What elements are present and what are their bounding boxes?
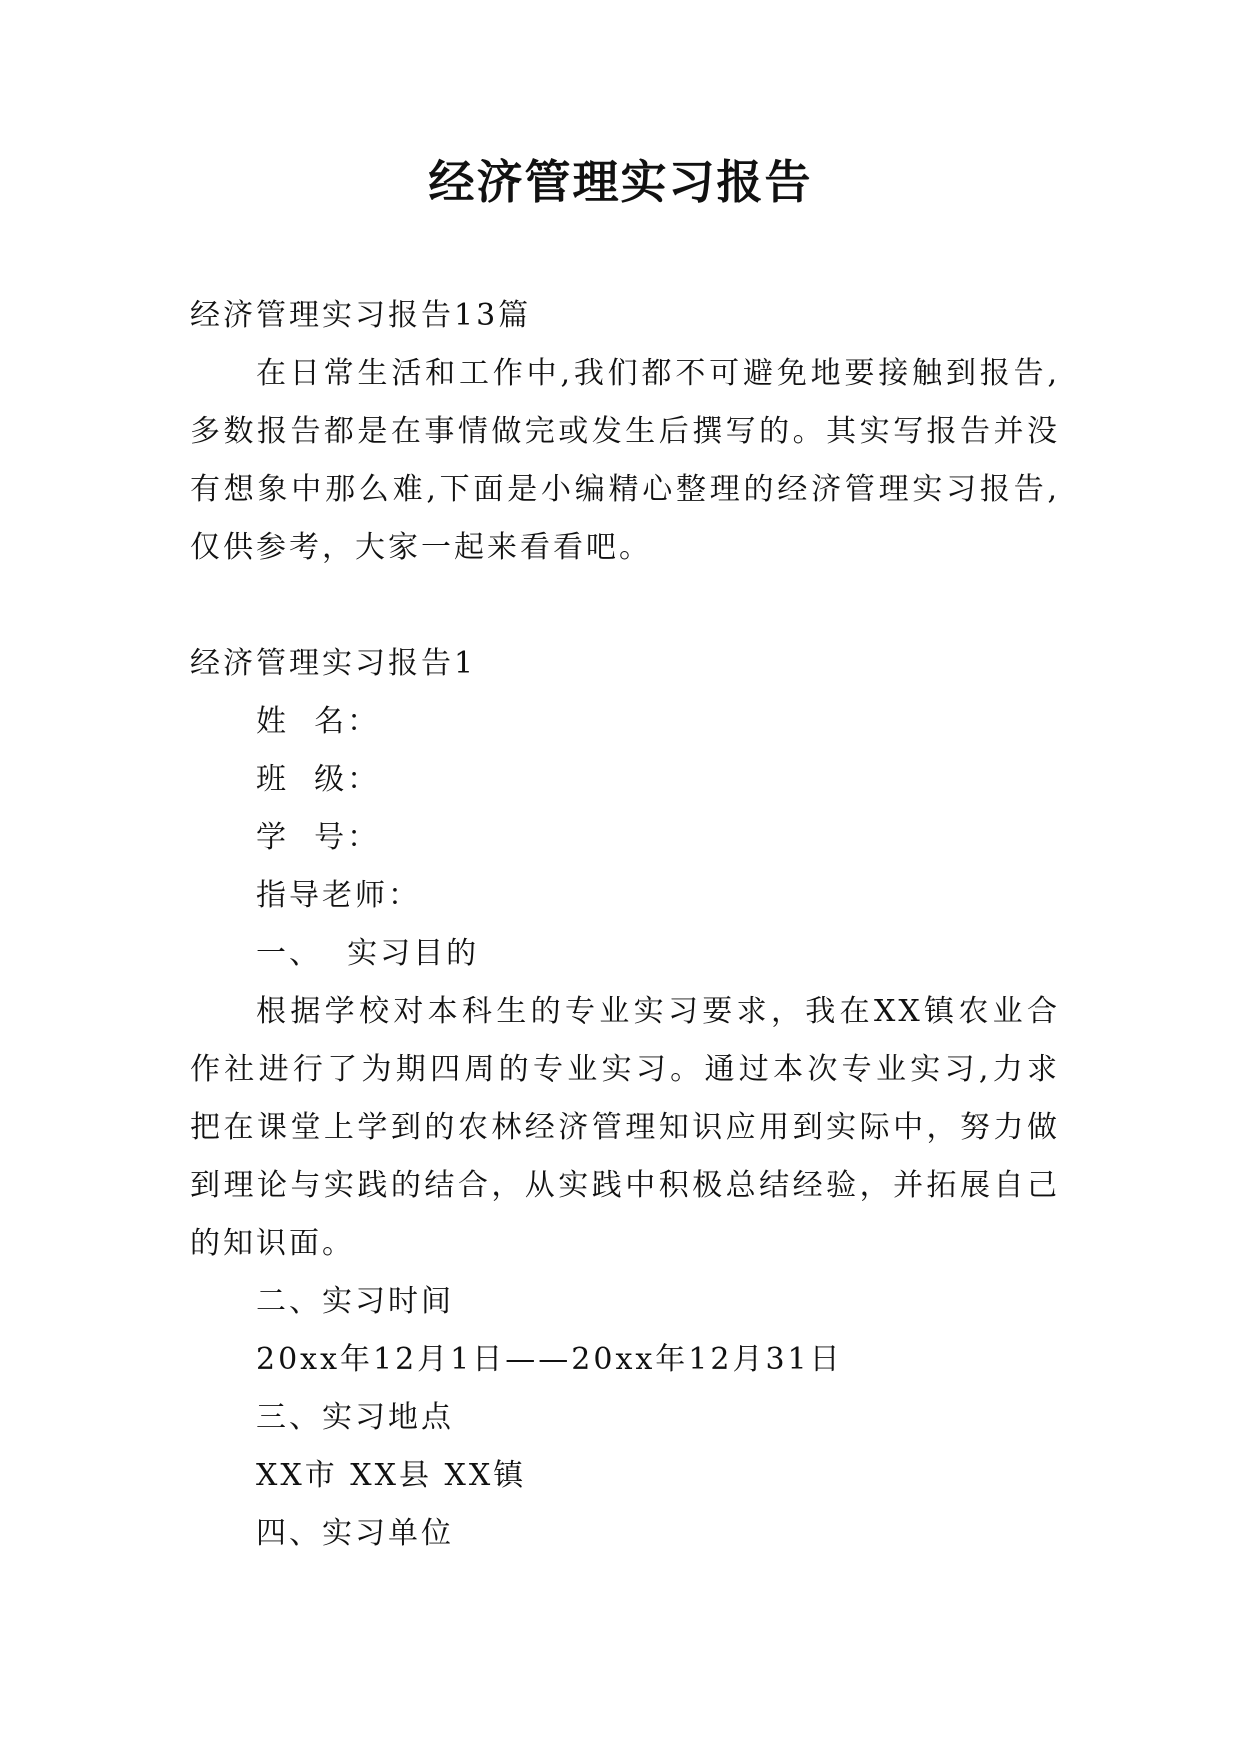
student-id-label: 学 号：: [256, 820, 381, 855]
document-subtitle: 经济管理实习报告13篇: [190, 298, 532, 333]
name-label: 姓 名：: [256, 704, 381, 739]
section-title-time: 二、实习时间: [256, 1284, 454, 1319]
class-label: 班 级：: [256, 762, 381, 797]
advisor-label: 指导老师：: [256, 878, 421, 913]
section-title-location: 三、实习地点: [256, 1400, 454, 1435]
report-heading: 经济管理实习报告1: [190, 646, 477, 681]
section-body-purpose: 根据学校对本科生的专业实习要求，我在XX镇农业合作社进行了为期四周的专业实习。通过本次专业实习,力求把在课堂上学到的农林经济管理知识应用到实际中，努力做到理论与实践的结合，从实践中积极总结经验，并拓展自己的知识面。: [190, 994, 1060, 1261]
document-title: 经济管理实习报告: [428, 155, 813, 209]
document-body: [190, 287, 1060, 1563]
paragraph-spacer: [190, 577, 1060, 635]
intro-paragraph: 在日常生活和工作中,我们都不可避免地要接触到报告,多数报告都是在事情做完或发生后撰写的。其实写报告并没有想象中那么难,下面是小编精心整理的经济管理实习报告,仅供参考，大家一起来看看吧。: [190, 356, 1060, 565]
section-body-location: XX市 XX县 XX镇: [256, 1458, 527, 1493]
section-body-time: 20xx年12月1日——20xx年12月31日: [256, 1342, 843, 1377]
section-title-unit: 四、实习单位: [256, 1516, 454, 1551]
section-title-purpose: 一、 实习目的: [256, 936, 480, 971]
